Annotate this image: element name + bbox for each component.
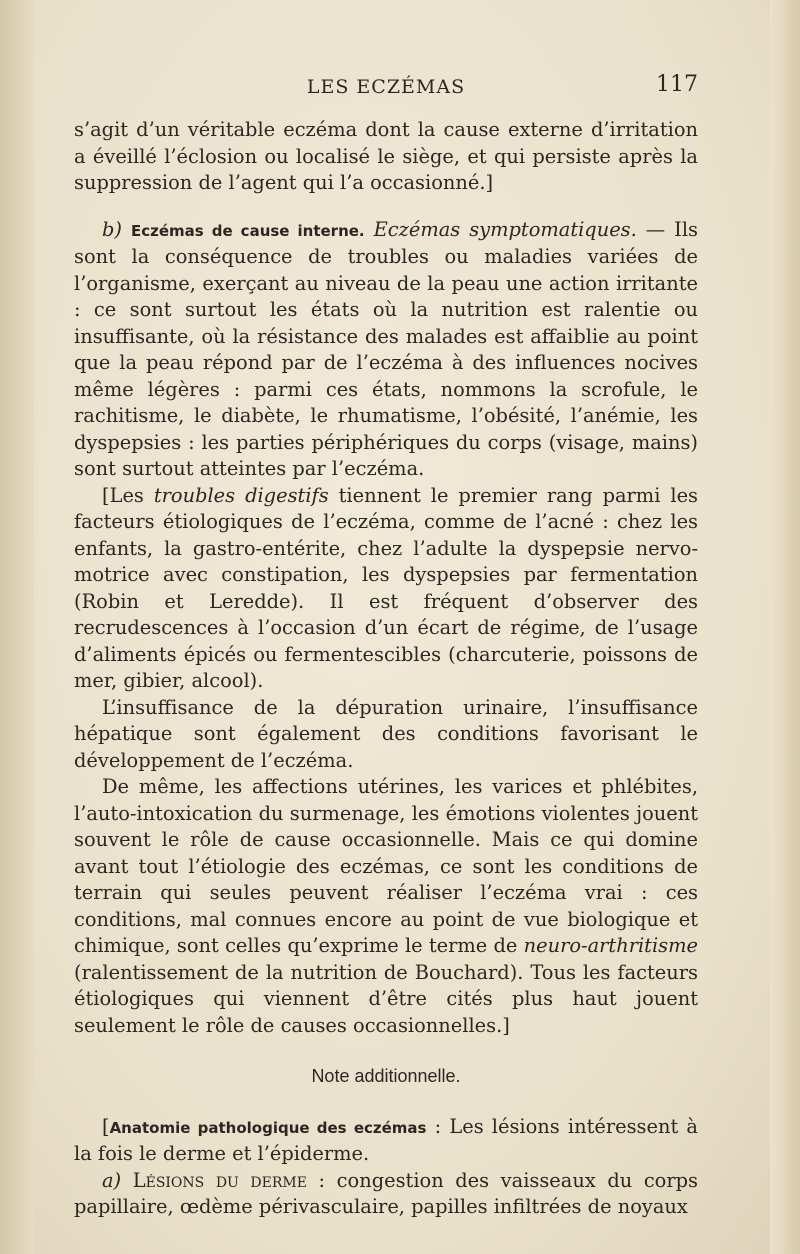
paragraph-derme-lesions <box>74 1168 698 1221</box>
page-header <box>74 72 698 106</box>
page-left-edge <box>0 0 34 1254</box>
running-title: LES ECZÉMAS <box>306 76 466 98</box>
paragraph-pathology <box>74 1114 698 1168</box>
emphasis-digestive-troubles: troubles digestifs <box>153 483 329 507</box>
emphasis-neuro-arthritisme: neuro-arthritisme <box>523 934 698 957</box>
paragraph-continuation: s’agit d’un véritable eczéma dont la cause externe d’irritation a éveillé l’éclosion ou localisé le siège, et qui persiste après la suppression de l’agent qui l’a occasionné.] <box>74 118 698 194</box>
section-heading-internal-cause: Eczémas de cause interne. <box>130 221 365 240</box>
text-run: [Les <box>102 483 154 507</box>
text-run: De même, les affections utérines, les varices et phlébites, l’auto-intoxication du surmenage, les émotions violentes jouent souvent le rôle de cause occasionnelle. Mais ce qui domine avant tout l’étiologie des eczémas, ce sont les conditions de terrain qui seules peuvent réaliser l’eczéma vrai : ces conditions, mal connues encore au point de vue biologique et chimique, sont celles qu’exprime le terme de <box>74 775 698 957</box>
item-label-b: b) <box>102 217 122 241</box>
note-title: Note additionnelle. <box>311 1066 461 1086</box>
body-text <box>74 117 698 1221</box>
paragraph-text: : congestion des vaisseaux du corps papillaire, œdème périvasculaire, papilles infiltrées de noyaux <box>74 1168 698 1218</box>
section-heading-pathology: Anatomie pathologique des eczémas <box>109 1118 427 1137</box>
paragraph-terrain <box>74 774 698 1039</box>
page-number: 117 <box>656 72 698 97</box>
paragraph-internal-cause <box>74 217 698 483</box>
section-heading-derme: Lésions du derme <box>132 1168 307 1192</box>
paragraph-digestive-troubles <box>74 483 698 695</box>
page-right-edge <box>770 0 800 1254</box>
paragraph-text: — Ils sont la conséquence de troubles ou maladies variées de l’organisme, exerçant au niveau de la peau une action irritante : ce sont surtout les états où la nutrition est ralentie ou insuffisante, où la résistance des malades est affaiblie au point que la peau répond par de l’eczéma à des influences nocives même légères : parmi ces états, nommons la scrofule, le rachitisme, le diabète, le rhumatisme, l’obésité, l’anémie, les dyspepsies : les parties périphériques du corps (visage, mains) sont surtout atteintes par l’eczéma. <box>74 217 698 480</box>
paragraph-text: : Les lésions intéressent à la fois le derme et l’épiderme. <box>74 1114 698 1165</box>
text-run: tiennent le premier rang parmi les facteurs étiologiques de l’eczéma, comme de l’acné : chez les enfants, la gastro-entérite, chez l’adulte la dyspepsie nervo-motrice avec constipation, les dyspepsies par fermentation (Robin et Leredde). Il est fréquent d’observer des recrudescences à l’occasion d’un écart de régime, de l’usage d’aliments épicés ou fermentescibles (charcuterie, poissons de mer, gibier, alcool). <box>74 483 698 692</box>
text-run: (ralentissement de la nutrition de Bouchard). Tous les facteurs étiologiques qui viennent d’être cités plus haut jouent seulement le rôle de causes occasionnelles.] <box>74 960 698 1037</box>
item-label-a: a) <box>102 1168 122 1192</box>
paragraph-insufficiency: L’insuffisance de la dépuration urinaire, l’insuffisance hépatique sont également des conditions favorisant le développement de l’eczéma. <box>74 695 698 772</box>
bracket: [ <box>102 1114 110 1138</box>
section-subheading-symptomatic: Eczémas symptomatiques. <box>373 217 637 241</box>
